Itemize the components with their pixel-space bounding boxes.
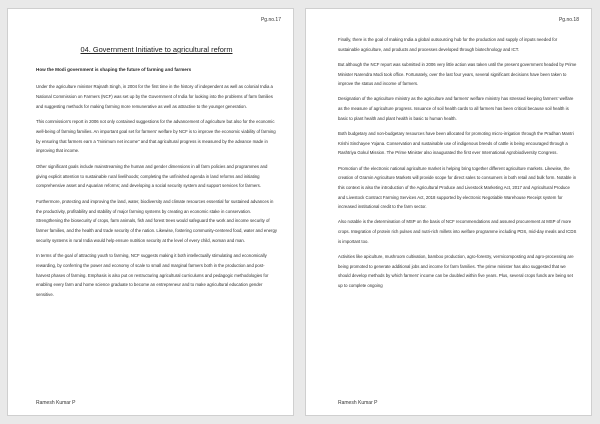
page-content bbox=[36, 37, 277, 306]
section-subheading: How the Modi government is shaping the future of farming and farmers bbox=[36, 67, 192, 72]
paragraph: Designation of the agriculture ministry as the agriculture and farmers' welfare ministry has stressed keeping farmers' welfare as the measure of agriculture progress. Issuance of soil health cards to all farmers has been critical because soil health is basic to plant health and plant health is basic to human health. bbox=[338, 96, 574, 121]
paragraph: Activities like apiculture, mushroom cultivation, bamboo production, agro-forestry, vermicomposting and agro-processing are being promoted to generate additional jobs and income for farm families. The prime minister has also suggested that we should develop methods by which farmers' income can be doubled within five years. Plus, several crops funds are being set up to complete ongoing bbox=[338, 254, 574, 288]
page-number: Pg.no.18 bbox=[558, 17, 579, 23]
section-heading: 04. Government Initiative to agricultural reform bbox=[80, 45, 233, 54]
page-number: Pg.no.17 bbox=[260, 17, 281, 23]
document-page-left bbox=[7, 8, 294, 416]
paragraph: In terms of the goal of attracting youth to farming, NCF suggests making it both intellectually stimulating and economically rewarding, by conferring the power and economy of scale to small and marginal farmers both in the production and post-harvest phases of farming. Emphasis is also put on restructuring agricultural curriculums and pedagogic methodologies for enabling every farm and home science graduate to become an entrepreneur and to make agricultural education gender sensitive. bbox=[36, 253, 269, 297]
page-content bbox=[338, 35, 577, 296]
paragraph: Furthermore, protecting and improving the land, water, biodiversity and climate resources essential for sustained advances in the productivity, profitability and stability of major farming systems by creating an economic stake in conservation. Strengthening the biosecurity of crops, farm animals, fish and forest trees would safeguard the work and income security of farmer families, and the health and trade security of the nation. Likewise, fostering community-centered food, water and energy security systems in rural India would help ensure nutrition security at the level of every child, woman and man. bbox=[36, 198, 277, 243]
paragraph: Both budgetary and non-budgetary resources have been allocated for promoting micro-irrigation through the Pradhan Mantri Krishi Sinchayee Yojana. Conservation and sustainable use of indigenous breeds of cattle is being encouraged through a Rashtriya Gokul Mission. The Prime Minister also inaugurated the first ever International Agrobiodiversity Congress. bbox=[338, 131, 574, 156]
paragraph: Other significant goals include mainstreaming the human and gender dimensions in all farm policies and programmes and giving explicit attention to sustainable rural livelihoods; completing the unfinished agenda in land reforms and initiating comprehensive asset and Aquarian reforms; and developing a social security system and support services for farmers. bbox=[36, 164, 268, 189]
page-footer-author: Ramesh Kumar P bbox=[338, 400, 378, 406]
paragraph: This commission's report in 2006 not only contained suggestions for the advancement of agriculture but also for the economic well-being of farming families. An important goal set for farmers' welfare by NCF is to improve the economic viability of farming by ensuring that farmers earn a "minimum net income" and that agricultural progress is measured by the advance made in improving that income. bbox=[36, 119, 276, 154]
paragraph: Also notable is the determination of MSP on the basis of NCF recommendations and assured procurement at MSP of more crops. Integration of protein rich pulses and nutri-rich millets into welfare programme including PDS, mid-day meals and ICDS is important too. bbox=[338, 219, 577, 244]
paragraph: Under the agriculture minister Rajnath Singh, in 2004 for the first time in the history of independent as well as colonial India a National Commission on Farmers (NCF) was set up by the Government of India for looking into the problems of farm families and suggesting methods for making farming more remunerative as well as attractive to the younger generation. bbox=[36, 84, 273, 109]
document-page-right bbox=[305, 8, 592, 416]
paragraph: But although the NCF report was submitted in 2006 very little action was taken until the present government headed by Prime Minister Narendra Modi took office. Fortunately, over the last four years, several significant decisions have been taken to improve the status and income of farmers. bbox=[338, 61, 577, 87]
paragraph: Promotion of the electronic national agriculture market is helping bring together different agriculture markets. Likewise, the creation of Gramin Agriculture Markets will provide scope for direct sales to consumers in both retail and bulk form. Notable in this context is also the introduction of the Agricultural Produce and Livestock Marketing Act, 2017 and Agricultural Produce and Livestock Contract Farming Services Act, 2018 supported by electronic Negotiable Warehouse Receipt system for increased institutional credit to the farm sector. bbox=[338, 165, 577, 210]
page-footer-author: Ramesh Kumar P bbox=[36, 400, 76, 406]
paragraph: Finally, there is the goal of making India a global outsourcing hub for the production and supply of inputs needed for sustainable agriculture, and products and processes developed through biotechnology and ICT. bbox=[338, 37, 558, 52]
